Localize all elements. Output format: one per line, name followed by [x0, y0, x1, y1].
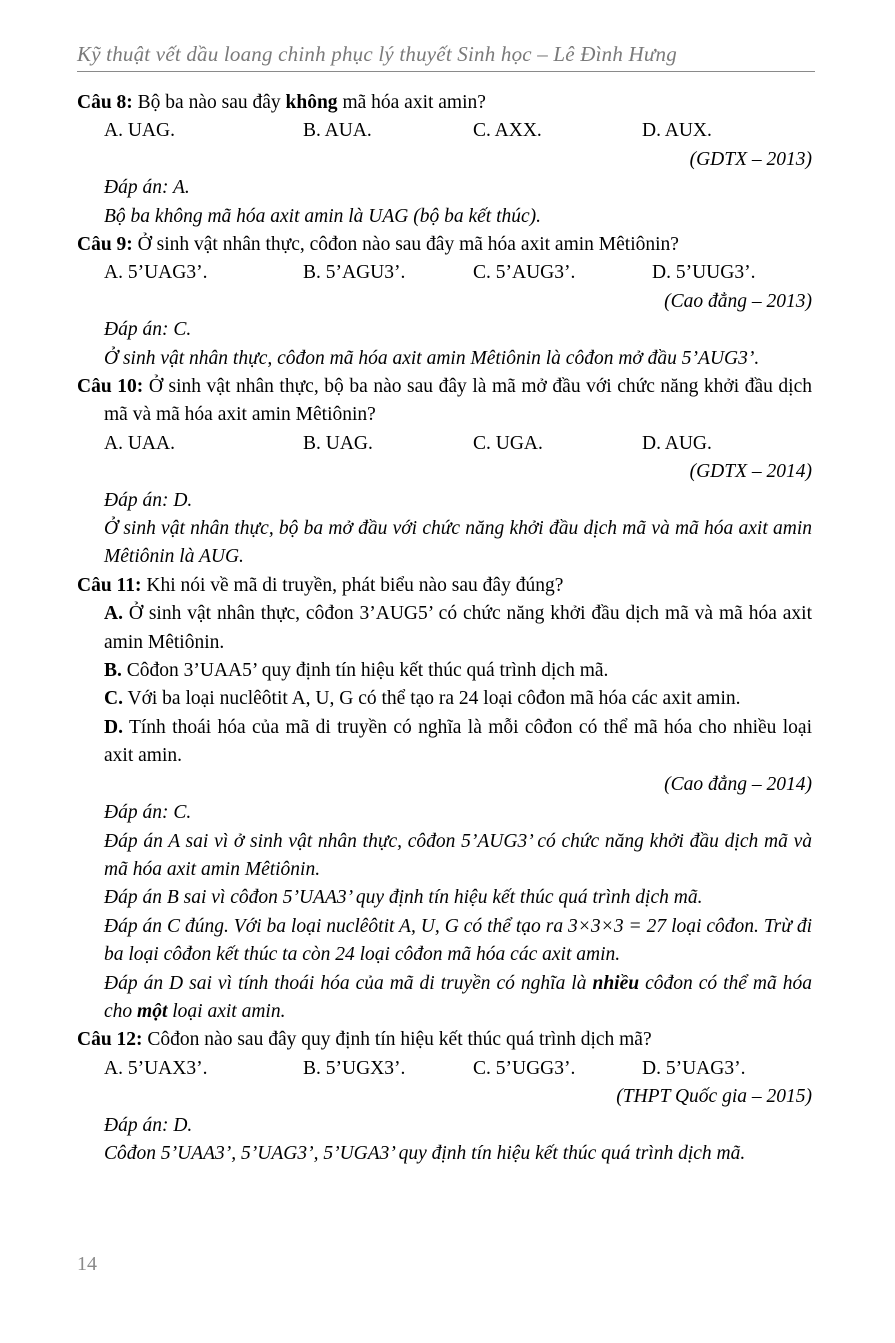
question-text: Bộ ba nào sau đây — [132, 92, 286, 113]
answer: Đáp án: C. — [104, 802, 192, 824]
option-a: A. 5’UAG3’. — [104, 262, 208, 284]
answer: Đáp án: C. — [104, 319, 192, 341]
explanation — [104, 970, 812, 1027]
explanation: Ở sinh vật nhân thực, côđon mã hóa axit amin Mêtiônin là côđon mở đầu 5’AUG3’. — [104, 347, 760, 369]
choice-letter: D. — [104, 716, 123, 738]
emphasis: không — [285, 92, 338, 113]
option-b: B. UAG. — [303, 432, 373, 454]
question-label: Câu 8: — [77, 92, 133, 113]
choice-d — [104, 714, 812, 771]
option-c: C. AXX. — [473, 120, 542, 142]
header-divider — [77, 71, 815, 72]
option-a: A. UAG. — [104, 120, 175, 142]
explanation: Đáp án B sai vì côđon 5’UAA3’ quy định tín hiệu kết thúc quá trình dịch mã. — [104, 887, 703, 909]
question-source: (THPT Quốc gia – 2015) — [616, 1086, 812, 1108]
choice-text: Ở sinh vật nhân thực, côđon 3’AUG5’ có chức năng khởi đầu dịch mã và mã hóa axit amin Mêtiônin. — [104, 603, 812, 653]
option-a: A. 5’UAX3’. — [104, 1057, 208, 1079]
choice-c — [104, 685, 812, 713]
page-number: 14 — [77, 1253, 97, 1275]
option-b: B. 5’AGU3’. — [303, 262, 406, 284]
option-d: D. AUG. — [642, 432, 712, 454]
answer: Đáp án: D. — [104, 1114, 193, 1136]
explanation-text: Đáp án D sai vì tính thoái hóa của mã di truyền có nghĩa là — [104, 972, 593, 994]
choice-text: Tính thoái hóa của mã di truyền có nghĩa là mỗi côđon có thể mã hóa cho nhiều loại axit amin. — [104, 716, 812, 767]
question-12 — [77, 1026, 812, 1054]
choice-text: Với ba loại nuclêôtit A, U, G có thể tạo ra 24 loại côđon mã hóa các axit amin. — [122, 688, 741, 710]
option-b: B. 5’UGX3’. — [303, 1057, 406, 1079]
question-source: (GDTX – 2014) — [689, 461, 812, 483]
question-text: Khi nói về mã di truyền, phát biểu nào sau đây đúng? — [141, 574, 564, 596]
emphasis: nhiều — [592, 972, 640, 994]
question-11 — [77, 572, 812, 600]
question-text: mã hóa axit amin? — [337, 92, 486, 113]
option-c: C. 5’AUG3’. — [473, 262, 576, 284]
question-10 — [77, 373, 812, 430]
choice-letter: C. — [104, 688, 123, 710]
option-a: A. UAA. — [104, 432, 175, 454]
explanation: Ở sinh vật nhân thực, bộ ba mở đầu với chức năng khởi đầu dịch mã và mã hóa axit amin Mêtiônin là AUG. — [104, 518, 812, 568]
option-c: C. 5’UGG3’. — [473, 1057, 576, 1079]
choice-letter: B. — [104, 660, 122, 682]
question-text: Ở sinh vật nhân thực, côđon nào sau đây mã hóa axit amin Mêtiônin? — [132, 234, 679, 256]
choice-letter: A. — [104, 603, 123, 625]
question-label: Câu 9: — [77, 234, 133, 256]
answer: Đáp án: D. — [104, 489, 193, 511]
choice-text: Côđon 3’UAA5’ quy định tín hiệu kết thúc quá trình dịch mã. — [121, 660, 609, 682]
emphasis: một — [137, 1000, 168, 1022]
question-9 — [77, 231, 812, 259]
option-c: C. UGA. — [473, 432, 543, 454]
running-header: Kỹ thuật vết dầu loang chinh phục lý thuyết Sinh học – Lê Đình Hưng — [77, 42, 677, 66]
explanation: Đáp án C đúng. Với ba loại nuclêôtit A, U, G có thể tạo ra 3×3×3 = 27 loại côđon. Trừ đi ba loại côđon kết thúc ta còn 24 loại côđon mã hóa các axit amin. — [104, 915, 812, 966]
explanation: Bộ ba không mã hóa axit amin là UAG (bộ ba kết thúc). — [104, 205, 542, 227]
question-label: Câu 10: — [77, 376, 144, 398]
option-d: D. AUX. — [642, 120, 712, 142]
question-label: Câu 11: — [77, 574, 142, 596]
choice-b — [104, 657, 812, 685]
explanation: Đáp án A sai vì ở sinh vật nhân thực, côđon 5’AUG3’ có chức năng khởi đầu dịch mã và mã hóa axit amin Mêtiônin. — [104, 830, 812, 880]
answer: Đáp án: A. — [104, 177, 190, 199]
question-text: Côđon nào sau đây quy định tín hiệu kết thúc quá trình dịch mã? — [142, 1029, 652, 1051]
question-source: (Cao đẳng – 2013) — [664, 290, 812, 312]
question-source: (Cao đẳng – 2014) — [664, 773, 812, 795]
options — [104, 430, 812, 458]
option-d: D. 5’UUG3’. — [652, 262, 756, 284]
explanation: Côđon 5’UAA3’, 5’UAG3’, 5’UGA3’ quy định tín hiệu kết thúc quá trình dịch mã. — [104, 1142, 746, 1164]
question-source: (GDTX – 2013) — [689, 148, 812, 170]
options — [104, 259, 812, 287]
options — [104, 117, 812, 145]
option-d: D. 5’UAG3’. — [642, 1057, 746, 1079]
question-label: Câu 12: — [77, 1029, 143, 1051]
page-content — [77, 89, 812, 1168]
options — [104, 1055, 812, 1083]
explanation-text: loại axit amin. — [167, 1000, 286, 1022]
explanation-text: côđon có thể mã hóa cho — [104, 972, 812, 1022]
option-b: B. AUA. — [303, 120, 372, 142]
choice-a — [104, 600, 812, 657]
question-text: Ở sinh vật nhân thực, bộ ba nào sau đây là mã mở đầu với chức năng khởi đầu dịch mã và mã hóa axit amin Mêtiônin? — [104, 376, 813, 426]
question-8 — [77, 89, 812, 117]
